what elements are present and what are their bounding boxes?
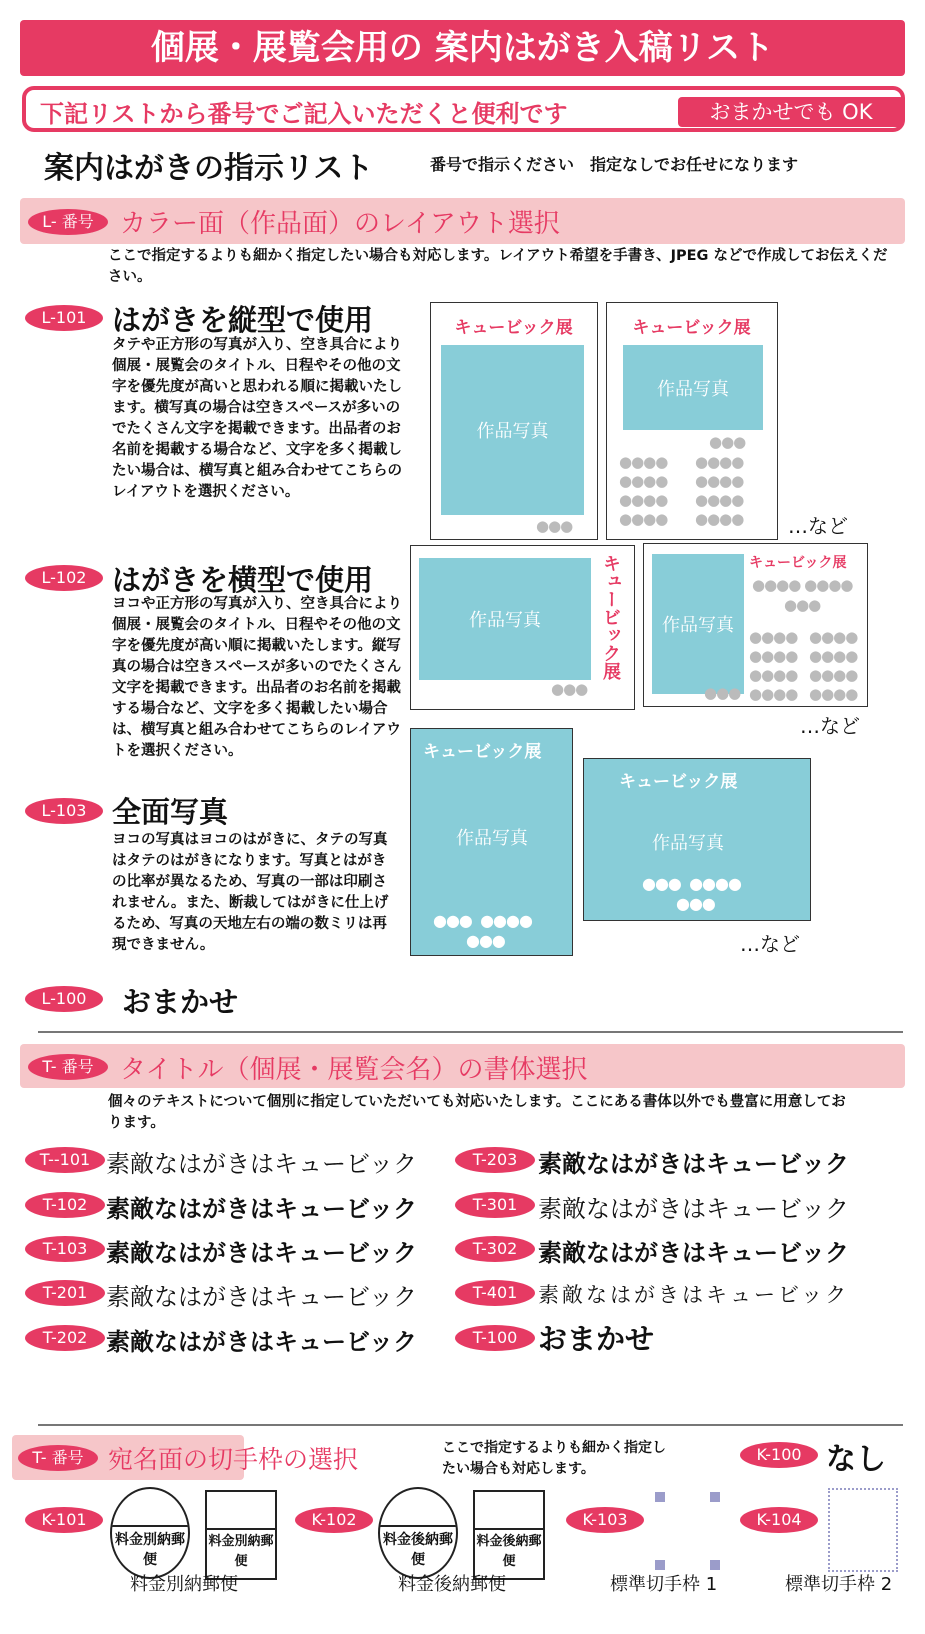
section-badge: T- 番号	[18, 1445, 98, 1471]
text-dots: ●●● ●●●●	[433, 911, 532, 930]
corner-mark	[710, 1560, 720, 1570]
section-badge: L- 番号	[28, 209, 108, 235]
layout-sample-landscape	[410, 545, 635, 710]
layout-sample-full-portrait	[410, 728, 573, 956]
code-badge[interactable]: T-202	[25, 1325, 105, 1351]
text-dots: ●●● ●●●●	[642, 874, 741, 893]
layout-body: ヨコや正方形の写真が入り、空き具合により個展・展覧会のタイトル、日程やその他の文字を優先度が高い順に掲載いたします。縦写真の場合は空きスペースが多いのでたくさん文字を掲載できます。出品者のお名前を掲載する場合など、文字を多く掲載したい場合は、横写真と組み合わせてこちらのレイアウトを選択ください。	[112, 596, 402, 759]
sample-heading: キュービック展	[619, 772, 738, 792]
layout-title: おまかせ	[122, 985, 239, 1019]
layout-section-header	[20, 198, 905, 244]
section-title: カラー面（作品面）のレイアウト選択	[120, 209, 560, 239]
layout-title: 全面写真	[112, 795, 229, 829]
etc-label: …など	[800, 714, 860, 738]
text-dots: ●●●● ●●●● ●●●● ●●●●	[809, 628, 858, 703]
sample-heading: キュービック展	[632, 318, 751, 338]
dotted-stamp-frame	[828, 1488, 898, 1572]
code-badge[interactable]: K-103	[566, 1507, 644, 1533]
etc-label: …など	[788, 514, 848, 538]
photo-placeholder: 作品写真	[419, 558, 591, 680]
layout-title: はがきを横型で使用	[112, 563, 374, 597]
font-sample: 素敵なはがきはキュービック	[538, 1195, 850, 1223]
layout-sample-landscape-text	[643, 543, 868, 707]
box-mark-text: 料金別納郵便	[208, 1534, 274, 1569]
divider	[38, 1424, 903, 1426]
notice-text: 下記リストから番号でご記入いただくと便利です	[40, 100, 568, 128]
layout-body: タテや正方形の写真が入り、空き具合により個展・展覧会のタイトル、日程やその他の文字を優先度が高いと思われる順に掲載いたします。横写真の場合は空きスペースが多いのでたくさん文字を掲載できます。出品者のお名前を掲載する場合など、文字を多く掲載したい場合は、横写真と組み合わせてこちらのレイアウトを選択ください。	[112, 337, 402, 500]
layout-sample-full-landscape	[583, 758, 811, 921]
code-badge[interactable]: L-103	[25, 798, 103, 824]
font-sample: 素敵なはがきはキュービック	[106, 1150, 418, 1178]
none-label: なし	[826, 1442, 886, 1477]
sample-heading: キュービック展	[454, 318, 573, 338]
font-desc: 個々のテキストについて個別に指定していただいても対応いたします。ここにある書体以外でも豊富に用意しております。	[108, 1094, 846, 1131]
text-dots: ●●●● ●●●● ●●●● ●●●●	[749, 628, 798, 703]
section-title: 宛名面の切手枠の選択	[108, 1445, 359, 1474]
code-badge[interactable]: K-102	[295, 1507, 373, 1533]
layout-sample-portrait-text	[606, 302, 778, 540]
font-sample: 素敵なはがきはキュービック	[106, 1328, 418, 1356]
font-sample: 素敵なはがきはキュービック	[106, 1283, 418, 1311]
text-dots: ●●●	[536, 517, 573, 535]
code-badge[interactable]: T-301	[455, 1192, 535, 1218]
text-dots: ●●●	[551, 680, 588, 698]
code-badge[interactable]: L-102	[25, 565, 103, 591]
oval-mark-text: 料金別納郵便	[115, 1532, 185, 1568]
font-section-header	[20, 1044, 905, 1088]
photo-placeholder: 作品写真	[652, 554, 744, 694]
stamp-label: 標準切手枠 1	[610, 1574, 718, 1595]
font-sample: 素敵なはがきはキュービック	[538, 1283, 850, 1307]
font-sample: おまかせ	[538, 1322, 655, 1356]
photo-label: 作品写真	[456, 828, 528, 849]
font-sample: 素敵なはがきはキュービック	[106, 1195, 418, 1223]
corner-mark	[710, 1492, 720, 1502]
section-title: タイトル（個展・展覧会名）の書体選択	[120, 1055, 588, 1085]
intro-note: 番号で指示ください 指定なしでお任せになります	[430, 155, 799, 174]
intro-title: 案内はがきの指示リスト	[44, 151, 374, 186]
font-sample: 素敵なはがきはキュービック	[538, 1150, 850, 1178]
text-dots: ●●●● ●●●● ●●●● ●●●●	[695, 453, 744, 528]
layout-sample-portrait	[430, 302, 598, 540]
code-badge[interactable]: K-100	[740, 1442, 818, 1468]
stamp-label: 標準切手枠 2	[785, 1574, 893, 1595]
code-badge[interactable]: T-102	[25, 1192, 105, 1218]
text-dots: ●●●	[466, 931, 505, 950]
header-banner: 個展・展覧会用の 案内はがき入稿リスト	[20, 20, 905, 76]
font-sample: 素敵なはがきはキュービック	[538, 1239, 850, 1267]
text-dots: ●●●	[704, 684, 741, 702]
text-dots: ●●●● ●●●●	[752, 576, 853, 594]
layout-body: ヨコの写真はヨコのはがきに、タテの写真はタテのはがきになります。写真とはがきの比率が異なるため、写真の一部は印刷されません。また、断裁してはがきに仕上げるため、写真の天地左右の端の数ミリは再現できません。	[112, 832, 389, 953]
code-badge[interactable]: K-104	[740, 1507, 818, 1533]
section-badge: T- 番号	[28, 1054, 108, 1080]
code-badge[interactable]: T-401	[455, 1280, 535, 1306]
layout-desc: ここで指定するよりも細かく指定したい場合も対応します。レイアウト希望を手書き、JPEG などで作成してお伝えください。	[108, 248, 888, 285]
code-badge[interactable]: T-201	[25, 1280, 105, 1306]
stamp-desc: ここで指定するよりも細かく指定したい場合も対応します。	[442, 1440, 666, 1477]
sample-heading-vertical: キュービック展	[600, 554, 621, 680]
notice-box	[22, 86, 905, 132]
omakase-ok-badge: おまかせでも OK	[678, 97, 904, 127]
oval-mark-text: 料金後納郵便	[383, 1532, 453, 1568]
text-dots: ●●●	[784, 596, 821, 614]
stamp-label: 料金別納郵便	[130, 1574, 238, 1595]
code-badge[interactable]: T-302	[455, 1236, 535, 1262]
layout-title: はがきを縦型で使用	[112, 303, 374, 337]
photo-placeholder: 作品写真	[623, 345, 763, 430]
code-badge[interactable]: T-203	[455, 1147, 535, 1173]
stamp-section-header	[12, 1435, 359, 1480]
code-badge[interactable]: L-100	[25, 986, 103, 1012]
photo-label: 作品写真	[652, 833, 724, 854]
text-dots: ●●●	[709, 433, 746, 451]
code-badge[interactable]: K-101	[25, 1507, 103, 1533]
code-badge[interactable]: T-103	[25, 1236, 105, 1262]
corner-mark	[655, 1560, 665, 1570]
stamp-label: 料金後納郵便	[398, 1574, 506, 1595]
box-mark-text: 料金後納郵便	[476, 1534, 542, 1569]
sample-heading: キュービック展	[423, 742, 542, 762]
text-dots: ●●●	[676, 894, 715, 913]
photo-placeholder: 作品写真	[441, 345, 584, 515]
code-badge[interactable]: T--101	[25, 1147, 105, 1173]
corner-mark	[655, 1492, 665, 1502]
sample-heading: キュービック展	[749, 555, 847, 571]
divider	[38, 1031, 903, 1033]
font-sample: 素敵なはがきはキュービック	[106, 1239, 418, 1267]
text-dots: ●●●● ●●●● ●●●● ●●●●	[619, 453, 668, 528]
etc-label: …など	[740, 932, 800, 956]
code-badge[interactable]: L-101	[25, 305, 103, 331]
code-badge[interactable]: T-100	[455, 1325, 535, 1351]
